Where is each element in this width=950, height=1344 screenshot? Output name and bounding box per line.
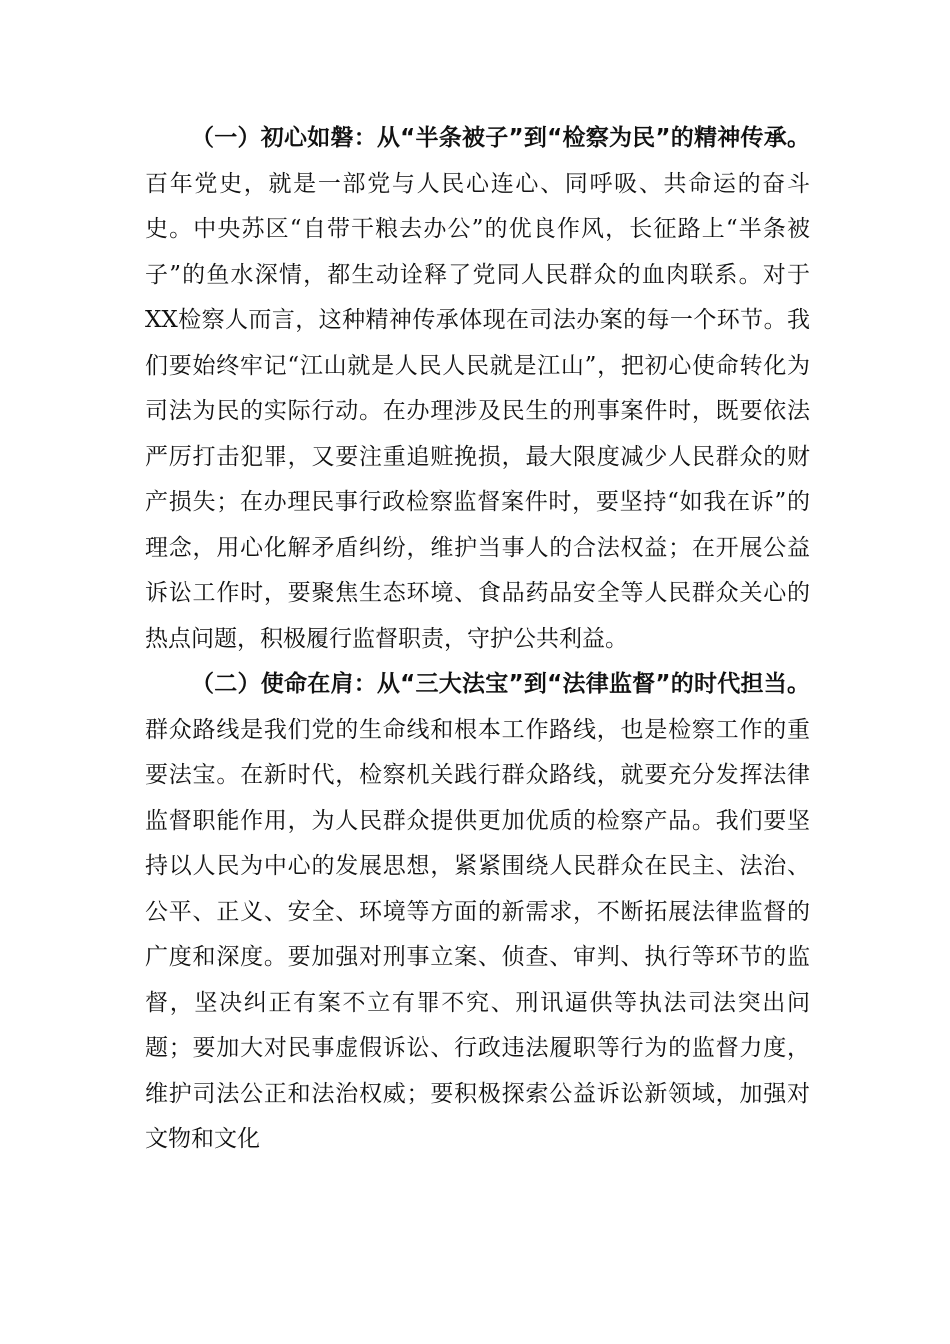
paragraph-1: [145, 116, 810, 662]
paragraph-1-text: 百年党史，就是一部党与人民心连心、同呼吸、共命运的奋斗史。中央苏区“自带干粮去办公”的优良作风，长征路上“半条被子”的鱼水深情，都生动诠释了党同人民群众的血肉联系。对于XX检察人而言，这种精神传承体现在司法办案的每一个环节。我们要始终牢记“江山就是人民人民就是江山”，把初心使命转化为司法为民的实际行动。在办理涉及民生的刑事案件时，既要依法严厉打击犯罪，又要注重追赃挽损，最大限度减少人民群众的财产损失；在办理民事行政检察监督案件时，要坚持“如我在诉”的理念，用心化解矛盾纠纷，维护当事人的合法权益；在开展公益诉讼工作时，要聚焦生态环境、食品药品安全等人民群众关心的热点问题，积极履行监督职责，守护公共利益。: [145, 170, 810, 652]
paragraph-1-heading: （一）初心如磐：从“半条被子”到“检察为民”的精神传承。: [191, 125, 810, 151]
paragraph-2: [145, 662, 810, 1163]
paragraph-2-text: 群众路线是我们党的生命线和根本工作路线，也是检察工作的重要法宝。在新时代，检察机关践行群众路线，就要充分发挥法律监督职能作用，为人民群众提供更加优质的检察产品。我们要坚持以人民为中心的发展思想，紧紧围绕人民群众在民主、法治、公平、正义、安全、环境等方面的新需求，不断拓展法律监督的广度和深度。要加强对刑事立案、侦查、审判、执行等环节的监督，坚决纠正有案不立有罪不究、刑讯逼供等执法司法突出问题；要加大对民事虚假诉讼、行政违法履职等行为的监督力度，维护司法公正和法治权威；要积极探索公益诉讼新领域，加强对文物和文化: [145, 716, 810, 1152]
paragraph-2-heading: （二）使命在肩：从“三大法宝”到“法律监督”的时代担当。: [191, 671, 810, 697]
document-page: [145, 116, 810, 1163]
